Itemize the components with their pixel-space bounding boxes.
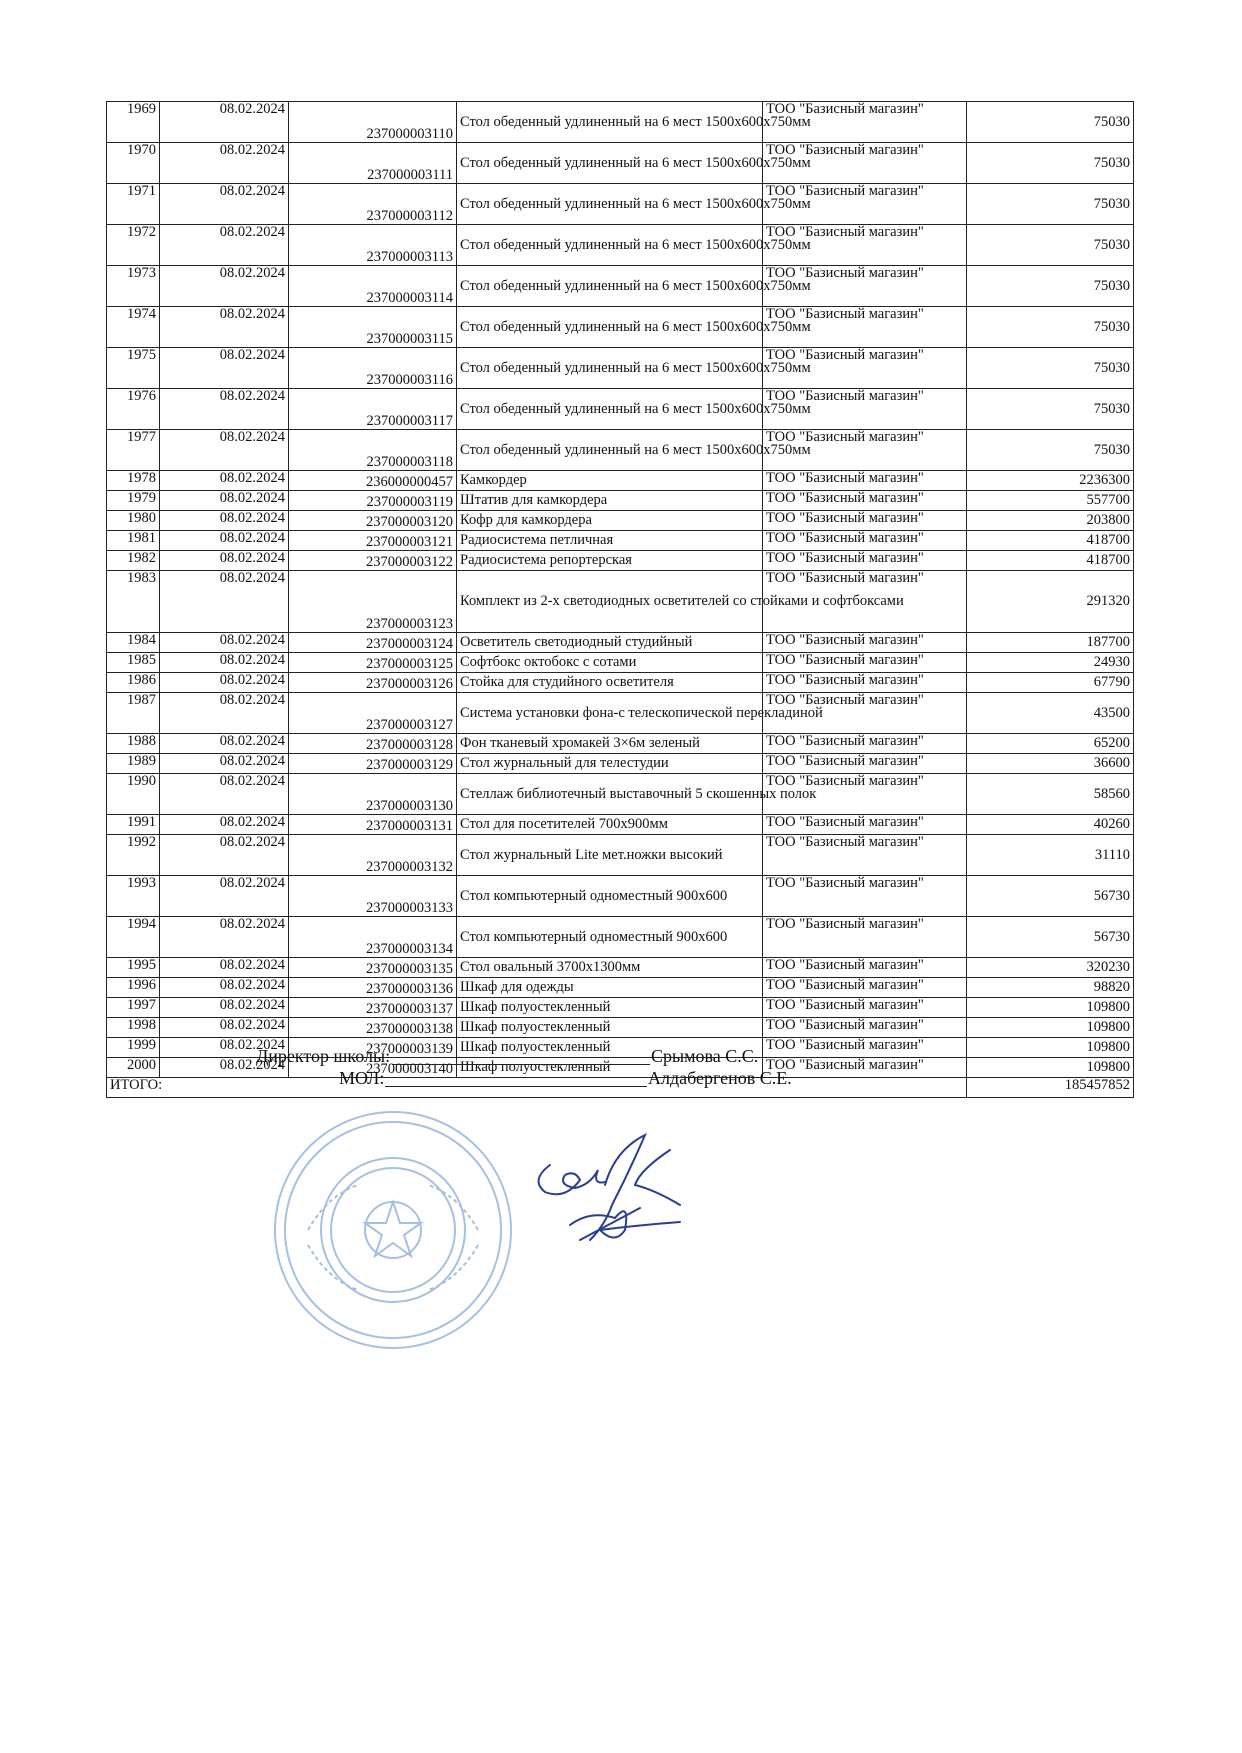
row-number: 1990 <box>107 774 160 815</box>
table-row <box>107 348 1134 389</box>
row-supplier: ТОО "Базисный магазин" <box>763 653 967 673</box>
row-item-name: Стол овальный 3700х1300мм <box>457 958 763 978</box>
row-item-name: Софтбокс октобокс с сотами <box>457 653 763 673</box>
mol-name: Алдабергенов С.Е. <box>648 1068 792 1088</box>
total-value: 185457852 <box>967 1078 1134 1098</box>
row-inventory-number: 237000003126 <box>289 673 457 693</box>
row-amount: 109800 <box>967 998 1134 1018</box>
row-date: 08.02.2024 <box>160 917 289 958</box>
row-inventory-number: 237000003124 <box>289 633 457 653</box>
row-inventory-number: 237000003119 <box>289 491 457 511</box>
row-inventory-number: 237000003120 <box>289 511 457 531</box>
row-supplier: ТОО "Базисный магазин" <box>763 876 967 917</box>
table-row <box>107 876 1134 917</box>
row-date: 08.02.2024 <box>160 754 289 774</box>
row-inventory-number: 237000003128 <box>289 734 457 754</box>
row-supplier: ТОО "Базисный магазин" <box>763 754 967 774</box>
row-item-name: Комплект из 2-х светодиодных осветителей со стойками и софтбоксами <box>457 571 763 633</box>
table-row <box>107 491 1134 511</box>
row-item-name: Стол обеденный удлиненный на 6 мест 1500х600х750мм <box>457 348 763 389</box>
row-date: 08.02.2024 <box>160 348 289 389</box>
signature-icon <box>520 1130 720 1250</box>
row-item-name: Радиосистема репортерская <box>457 551 763 571</box>
row-date: 08.02.2024 <box>160 673 289 693</box>
row-date: 08.02.2024 <box>160 835 289 876</box>
row-number: 1991 <box>107 815 160 835</box>
row-amount: 557700 <box>967 491 1134 511</box>
table-row <box>107 998 1134 1018</box>
row-amount: 75030 <box>967 389 1134 430</box>
row-amount: 291320 <box>967 571 1134 633</box>
row-amount: 65200 <box>967 734 1134 754</box>
row-item-name: Шкаф полуостекленный <box>457 998 763 1018</box>
mol-label: МОЛ: <box>339 1068 385 1088</box>
table-row <box>107 184 1134 225</box>
row-number: 2000 <box>107 1058 160 1078</box>
row-date: 08.02.2024 <box>160 815 289 835</box>
table-row <box>107 978 1134 998</box>
director-label: Директор школы: <box>256 1046 391 1066</box>
mol-signature-line <box>385 1086 647 1087</box>
row-inventory-number: 237000003111 <box>289 143 457 184</box>
table-row <box>107 102 1134 143</box>
inventory-rows <box>107 102 1134 1078</box>
row-number: 1969 <box>107 102 160 143</box>
row-date: 08.02.2024 <box>160 876 289 917</box>
row-number: 1981 <box>107 531 160 551</box>
row-amount: 418700 <box>967 531 1134 551</box>
row-supplier: ТОО "Базисный магазин" <box>763 430 967 471</box>
row-number: 1971 <box>107 184 160 225</box>
table-row <box>107 571 1134 633</box>
row-date: 08.02.2024 <box>160 430 289 471</box>
row-number: 1989 <box>107 754 160 774</box>
row-inventory-number: 237000003116 <box>289 348 457 389</box>
row-date: 08.02.2024 <box>160 693 289 734</box>
row-inventory-number: 237000003133 <box>289 876 457 917</box>
row-amount: 36600 <box>967 754 1134 774</box>
row-inventory-number: 237000003121 <box>289 531 457 551</box>
table-row <box>107 693 1134 734</box>
table-row <box>107 958 1134 978</box>
table-row <box>107 633 1134 653</box>
total-row <box>107 1078 1134 1098</box>
row-number: 1974 <box>107 307 160 348</box>
row-inventory-number: 237000003138 <box>289 1018 457 1038</box>
table-row <box>107 754 1134 774</box>
row-supplier: ТОО "Базисный магазин" <box>763 348 967 389</box>
row-supplier: ТОО "Базисный магазин" <box>763 389 967 430</box>
row-amount: 98820 <box>967 978 1134 998</box>
row-number: 1997 <box>107 998 160 1018</box>
row-date: 08.02.2024 <box>160 307 289 348</box>
row-date: 08.02.2024 <box>160 774 289 815</box>
row-item-name: Фон тканевый хромакей 3×6м зеленый <box>457 734 763 754</box>
row-inventory-number: 237000003113 <box>289 225 457 266</box>
row-number: 1982 <box>107 551 160 571</box>
row-inventory-number: 237000003136 <box>289 978 457 998</box>
row-date: 08.02.2024 <box>160 143 289 184</box>
row-item-name: Стол обеденный удлиненный на 6 мест 1500х600х750мм <box>457 102 763 143</box>
row-inventory-number: 237000003135 <box>289 958 457 978</box>
row-supplier: ТОО "Базисный магазин" <box>763 693 967 734</box>
row-inventory-number: 237000003127 <box>289 693 457 734</box>
row-item-name: Стол журнальный Lite мет.ножки высокий <box>457 835 763 876</box>
director-signature-line <box>392 1064 650 1065</box>
row-inventory-number: 237000003137 <box>289 998 457 1018</box>
row-amount: 43500 <box>967 693 1134 734</box>
table-row <box>107 734 1134 754</box>
row-item-name: Камкордер <box>457 471 763 491</box>
row-item-name: Шкаф полуостекленный <box>457 1058 763 1078</box>
row-inventory-number: 237000003140 <box>289 1058 457 1078</box>
row-amount: 418700 <box>967 551 1134 571</box>
row-date: 08.02.2024 <box>160 389 289 430</box>
row-date: 08.02.2024 <box>160 978 289 998</box>
row-date: 08.02.2024 <box>160 471 289 491</box>
row-item-name: Шкаф полуостекленный <box>457 1018 763 1038</box>
table-row <box>107 531 1134 551</box>
row-inventory-number: 237000003130 <box>289 774 457 815</box>
table-row <box>107 143 1134 184</box>
director-name: Срымова С.С. <box>651 1046 759 1066</box>
row-supplier: ТОО "Базисный магазин" <box>763 633 967 653</box>
row-inventory-number: 237000003122 <box>289 551 457 571</box>
row-amount: 67790 <box>967 673 1134 693</box>
row-amount: 75030 <box>967 430 1134 471</box>
row-supplier: ТОО "Базисный магазин" <box>763 551 967 571</box>
row-amount: 40260 <box>967 815 1134 835</box>
row-item-name: Стол обеденный удлиненный на 6 мест 1500х600х750мм <box>457 184 763 225</box>
row-number: 1978 <box>107 471 160 491</box>
table-row <box>107 225 1134 266</box>
row-inventory-number: 237000003123 <box>289 571 457 633</box>
row-number: 1979 <box>107 491 160 511</box>
row-amount: 75030 <box>967 225 1134 266</box>
row-supplier: ТОО "Базисный магазин" <box>763 143 967 184</box>
row-supplier: ТОО "Базисный магазин" <box>763 491 967 511</box>
row-amount: 75030 <box>967 307 1134 348</box>
row-number: 1983 <box>107 571 160 633</box>
row-inventory-number: 237000003132 <box>289 835 457 876</box>
row-number: 1996 <box>107 978 160 998</box>
row-inventory-number: 237000003139 <box>289 1038 457 1058</box>
row-date: 08.02.2024 <box>160 958 289 978</box>
row-amount: 203800 <box>967 511 1134 531</box>
table-row <box>107 815 1134 835</box>
row-inventory-number: 237000003118 <box>289 430 457 471</box>
row-number: 1980 <box>107 511 160 531</box>
row-number: 1972 <box>107 225 160 266</box>
row-date: 08.02.2024 <box>160 734 289 754</box>
total-label: ИТОГО: <box>107 1078 967 1098</box>
row-inventory-number: 236000000457 <box>289 471 457 491</box>
stamp-seal-icon <box>268 1105 518 1355</box>
row-supplier: ТОО "Базисный магазин" <box>763 673 967 693</box>
row-number: 1995 <box>107 958 160 978</box>
row-item-name: Стол обеденный удлиненный на 6 мест 1500х600х750мм <box>457 143 763 184</box>
row-date: 08.02.2024 <box>160 1018 289 1038</box>
table-row <box>107 551 1134 571</box>
row-supplier: ТОО "Базисный магазин" <box>763 1058 967 1078</box>
row-number: 1975 <box>107 348 160 389</box>
row-date: 08.02.2024 <box>160 184 289 225</box>
row-supplier: ТОО "Базисный магазин" <box>763 1038 967 1058</box>
row-date: 08.02.2024 <box>160 225 289 266</box>
row-supplier: ТОО "Базисный магазин" <box>763 266 967 307</box>
row-number: 1992 <box>107 835 160 876</box>
row-supplier: ТОО "Базисный магазин" <box>763 184 967 225</box>
row-date: 08.02.2024 <box>160 998 289 1018</box>
row-inventory-number: 237000003114 <box>289 266 457 307</box>
row-date: 08.02.2024 <box>160 1058 289 1078</box>
row-number: 1985 <box>107 653 160 673</box>
row-item-name: Шкаф полуостекленный <box>457 1038 763 1058</box>
row-number: 1993 <box>107 876 160 917</box>
row-inventory-number: 237000003134 <box>289 917 457 958</box>
row-supplier: ТОО "Базисный магазин" <box>763 471 967 491</box>
row-item-name: Стол обеденный удлиненный на 6 мест 1500х600х750мм <box>457 307 763 348</box>
row-item-name: Радиосистема петличная <box>457 531 763 551</box>
row-inventory-number: 237000003115 <box>289 307 457 348</box>
table-row <box>107 917 1134 958</box>
row-number: 1970 <box>107 143 160 184</box>
row-amount: 2236300 <box>967 471 1134 491</box>
row-item-name: Стол обеденный удлиненный на 6 мест 1500х600х750мм <box>457 225 763 266</box>
row-date: 08.02.2024 <box>160 1038 289 1058</box>
table-row <box>107 673 1134 693</box>
row-supplier: ТОО "Базисный магазин" <box>763 998 967 1018</box>
row-date: 08.02.2024 <box>160 571 289 633</box>
row-number: 1999 <box>107 1038 160 1058</box>
row-supplier: ТОО "Базисный магазин" <box>763 815 967 835</box>
row-item-name: Стол обеденный удлиненный на 6 мест 1500х600х750мм <box>457 266 763 307</box>
row-item-name: Кофр для камкордера <box>457 511 763 531</box>
row-item-name: Стойка для студийного осветителя <box>457 673 763 693</box>
row-number: 1973 <box>107 266 160 307</box>
row-item-name: Стол компьютерный одноместный 900х600 <box>457 917 763 958</box>
row-number: 1977 <box>107 430 160 471</box>
row-item-name: Стол для посетителей 700х900мм <box>457 815 763 835</box>
row-number: 1988 <box>107 734 160 754</box>
row-inventory-number: 237000003131 <box>289 815 457 835</box>
row-amount: 187700 <box>967 633 1134 653</box>
row-item-name: Стол журнальный для телестудии <box>457 754 763 774</box>
row-inventory-number: 237000003129 <box>289 754 457 774</box>
row-inventory-number: 237000003125 <box>289 653 457 673</box>
row-item-name: Стеллаж библиотечный выставочный 5 скошенных полок <box>457 774 763 815</box>
row-amount: 75030 <box>967 348 1134 389</box>
total-section <box>107 1078 1134 1098</box>
row-inventory-number: 237000003110 <box>289 102 457 143</box>
row-item-name: Стол обеденный удлиненный на 6 мест 1500х600х750мм <box>457 389 763 430</box>
row-supplier: ТОО "Базисный магазин" <box>763 978 967 998</box>
row-date: 08.02.2024 <box>160 653 289 673</box>
row-item-name: Осветитель светодиодный студийный <box>457 633 763 653</box>
row-date: 08.02.2024 <box>160 266 289 307</box>
row-inventory-number: 237000003117 <box>289 389 457 430</box>
row-amount: 31110 <box>967 835 1134 876</box>
row-number: 1998 <box>107 1018 160 1038</box>
row-item-name: Штатив для камкордера <box>457 491 763 511</box>
row-amount: 75030 <box>967 102 1134 143</box>
row-amount: 24930 <box>967 653 1134 673</box>
row-supplier: ТОО "Базисный магазин" <box>763 774 967 815</box>
table-row <box>107 653 1134 673</box>
row-item-name: Система установки фона-с телескопической перекладиной <box>457 693 763 734</box>
row-supplier: ТОО "Базисный магазин" <box>763 1018 967 1038</box>
row-supplier: ТОО "Базисный магазин" <box>763 958 967 978</box>
row-date: 08.02.2024 <box>160 531 289 551</box>
table-row <box>107 774 1134 815</box>
row-number: 1986 <box>107 673 160 693</box>
table-row <box>107 835 1134 876</box>
table-row <box>107 471 1134 491</box>
row-amount: 109800 <box>967 1018 1134 1038</box>
row-date: 08.02.2024 <box>160 551 289 571</box>
table-row <box>107 307 1134 348</box>
table-row <box>107 430 1134 471</box>
row-amount: 75030 <box>967 184 1134 225</box>
row-amount: 58560 <box>967 774 1134 815</box>
row-item-name: Стол обеденный удлиненный на 6 мест 1500х600х750мм <box>457 430 763 471</box>
row-date: 08.02.2024 <box>160 633 289 653</box>
row-amount: 75030 <box>967 143 1134 184</box>
row-item-name: Шкаф для одежды <box>457 978 763 998</box>
row-date: 08.02.2024 <box>160 511 289 531</box>
row-supplier: ТОО "Базисный магазин" <box>763 734 967 754</box>
row-inventory-number: 237000003112 <box>289 184 457 225</box>
table-row <box>107 1018 1134 1038</box>
table-row <box>107 266 1134 307</box>
row-amount: 320230 <box>967 958 1134 978</box>
row-supplier: ТОО "Базисный магазин" <box>763 102 967 143</box>
row-amount: 56730 <box>967 917 1134 958</box>
table-row <box>107 511 1134 531</box>
row-supplier: ТОО "Базисный магазин" <box>763 225 967 266</box>
row-number: 1976 <box>107 389 160 430</box>
row-date: 08.02.2024 <box>160 491 289 511</box>
row-supplier: ТОО "Базисный магазин" <box>763 307 967 348</box>
row-amount: 109800 <box>967 1058 1134 1078</box>
row-supplier: ТОО "Базисный магазин" <box>763 917 967 958</box>
table-row <box>107 389 1134 430</box>
row-number: 1984 <box>107 633 160 653</box>
row-supplier: ТОО "Базисный магазин" <box>763 835 967 876</box>
row-supplier: ТОО "Базисный магазин" <box>763 511 967 531</box>
row-date: 08.02.2024 <box>160 102 289 143</box>
row-number: 1994 <box>107 917 160 958</box>
row-amount: 109800 <box>967 1038 1134 1058</box>
row-amount: 75030 <box>967 266 1134 307</box>
row-item-name: Стол компьютерный одноместный 900х600 <box>457 876 763 917</box>
row-supplier: ТОО "Базисный магазин" <box>763 571 967 633</box>
row-number: 1987 <box>107 693 160 734</box>
row-amount: 56730 <box>967 876 1134 917</box>
inventory-table <box>106 101 1134 1098</box>
row-supplier: ТОО "Базисный магазин" <box>763 531 967 551</box>
